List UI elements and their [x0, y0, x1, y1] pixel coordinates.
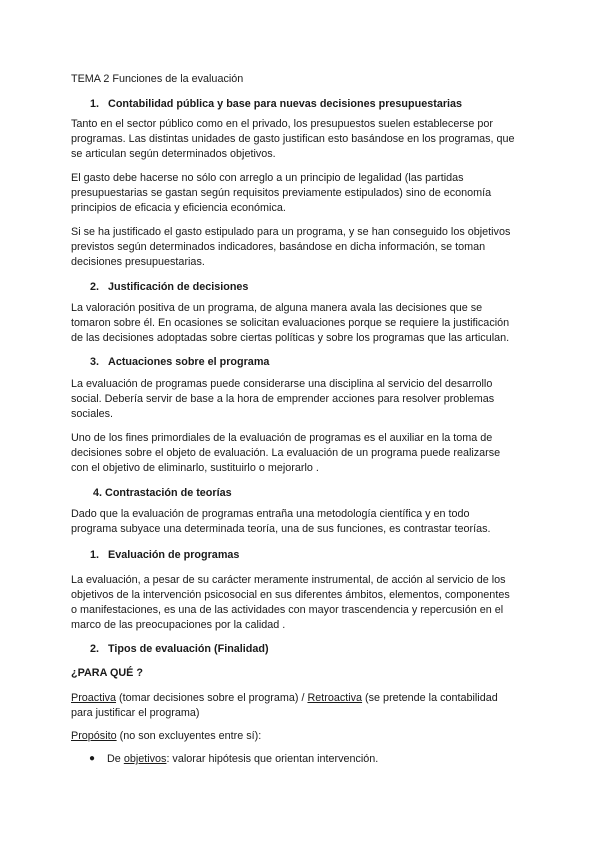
- section-number: 1.: [90, 98, 100, 110]
- paragraph-line: o manifestaciones, es una de las actividades con mayor trascendencia y repercusión en el: [71, 604, 504, 616]
- section-heading: [90, 355, 550, 370]
- section-heading: [90, 642, 550, 657]
- paragraph-line: Dado que la evaluación de programas entraña una metodología científica y en todo: [71, 508, 470, 520]
- paragraph-line: decisiones sobre el objeto de evaluación. La evaluación de un programa puede realizarse: [71, 447, 501, 459]
- section-title: Evaluación de programas: [108, 549, 240, 561]
- section-heading: [90, 280, 550, 295]
- section-title: Actuaciones sobre el programa: [108, 356, 270, 368]
- paragraph-line: tomaron sobre él. En ocasiones se solicitan evaluaciones porque se requiere la justificación: [71, 317, 510, 329]
- proactiva-line: [71, 691, 531, 706]
- paragraph-line: La evaluación de programas puede considerarse una disciplina al servicio del desarrollo: [71, 378, 493, 390]
- paragraph-line: previstos según determinados indicadores, basándose en dicha información, se toman: [71, 241, 486, 253]
- section-number: 4.: [93, 487, 103, 499]
- paragraph-line: El gasto debe hacerse no sólo con arreglo a un principio de legalidad (las partidas: [71, 172, 464, 184]
- paragraph-line: decisiones presupuestarias.: [71, 256, 205, 268]
- paragraph-line: La evaluación, a pesar de su carácter meramente instrumental, de acción al servicio de los: [71, 574, 506, 586]
- section-title: Contrastación de teorías: [105, 487, 232, 499]
- section-title: Tipos de evaluación (Finalidad): [108, 643, 269, 655]
- retroactiva-term: Retroactiva: [307, 692, 363, 704]
- document-title: TEMA 2 Funciones de la evaluación: [71, 73, 244, 85]
- proposito-term: Propósito: [71, 730, 117, 742]
- section-title: Justificación de decisiones: [108, 281, 249, 293]
- bullet-text: : valorar hipótesis que orientan intervención.: [166, 753, 379, 765]
- paragraph-line: programa subyace una determinada teoría, una de sus funciones, es contrastar teorías.: [71, 523, 491, 535]
- paragraph-line: objetivos de la intervención psicosocial en sus diferentes ámbitos, elementos, componentes: [71, 589, 510, 601]
- paragraph-line: social. Debería servir de base a la hora de emprender acciones para resolver problemas: [71, 393, 495, 405]
- paragraph-line: Si se ha justificado el gasto estipulado para un programa, y se han conseguido los objetivos: [71, 226, 511, 238]
- proactiva-term: Proactiva: [71, 692, 117, 704]
- section-number: 1.: [90, 549, 100, 561]
- para-que-heading: ¿PARA QUÉ ?: [71, 667, 143, 679]
- section-number: 2.: [90, 643, 100, 655]
- retroactiva-text: (se pretende la contabilidad: [362, 692, 498, 704]
- paragraph-line: presupuestarias se gastan según requisitos previamente estipulados) sino de economía: [71, 187, 492, 199]
- paragraph-line: de las decisiones adoptadas sobre ciertas políticas y sobre los programas que las articulan.: [71, 332, 510, 344]
- paragraph-line: con el objetivo de eliminarlo, sustituirlo o mejorarlo .: [71, 462, 319, 474]
- bullet-term: objetivos: [123, 753, 167, 765]
- paragraph-line: La valoración positiva de un programa, de alguna manera avala las decisiones que se: [71, 302, 483, 314]
- section-number: 3.: [90, 356, 100, 368]
- bullet-prefix: De: [107, 753, 124, 765]
- paragraph-line: marco de las preocupaciones por la calidad .: [71, 619, 286, 631]
- paragraph-line: para justificar el programa): [71, 707, 200, 719]
- section-heading: [90, 548, 550, 563]
- paragraph-line: Tanto en el sector público como en el privado, los presupuestos suelen establecerse por: [71, 118, 493, 130]
- bullet-icon: ●: [89, 753, 96, 764]
- section-number: 2.: [90, 281, 100, 293]
- proposito-text: (no son excluyentes entre sí):: [116, 730, 262, 742]
- paragraph-line: programas. Las distintas unidades de gasto justifican esto basándose en los programas, que: [71, 133, 515, 145]
- paragraph-line: principios de eficacia y eficiencia económica.: [71, 202, 286, 214]
- paragraph-line: sociales.: [71, 408, 114, 420]
- paragraph-line: se articulan según determinados objetivos.: [71, 148, 276, 160]
- paragraph-line: Uno de los fines primordiales de la evaluación de programas es el auxiliar en la toma de: [71, 432, 493, 444]
- section-title: Contabilidad pública y base para nuevas decisiones presupuestarias: [108, 98, 463, 110]
- proposito-line: [71, 729, 531, 744]
- section-heading: [90, 97, 550, 112]
- proactiva-text: (tomar decisiones sobre el programa) /: [116, 692, 308, 704]
- section-heading: [93, 486, 553, 501]
- bullet-item: [107, 752, 567, 767]
